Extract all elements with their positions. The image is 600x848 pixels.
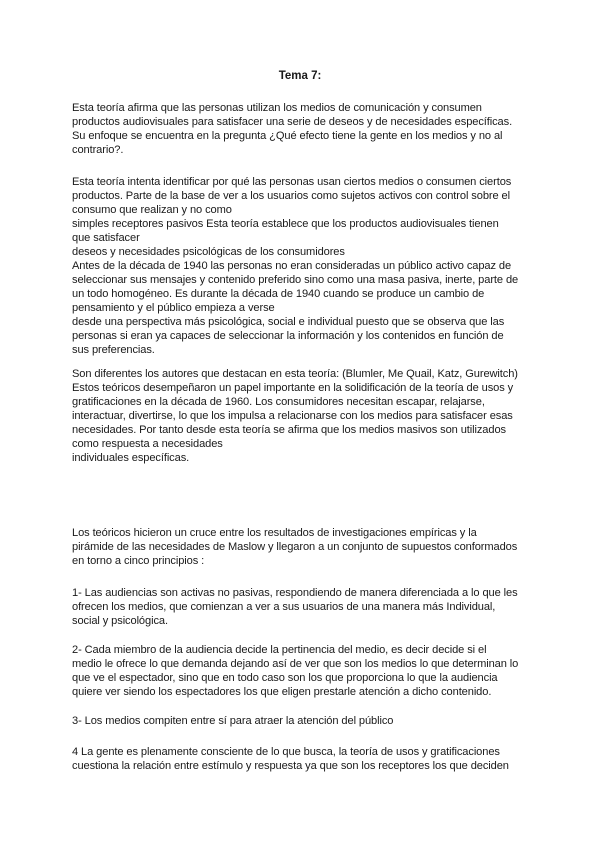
text-line: que ve el espectador, sino que en todo caso son los que proporciona lo que la audiencia bbox=[72, 672, 498, 684]
text-line: consumo que realizan y no como bbox=[72, 204, 232, 216]
text-line: Su enfoque se encuentra en la pregunta ¿Qué efecto tiene la gente en los medios y no al bbox=[72, 130, 503, 142]
paragraph-authors bbox=[72, 367, 532, 465]
text-line: interactuar, divertirse, lo que los impulsa a relacionarse con los medios para satisfacer esas bbox=[72, 410, 513, 422]
paragraph-principles-intro bbox=[72, 526, 532, 568]
text-line: productos audiovisuales para satisfacer una serie de deseos y de necesidades específicas. bbox=[72, 116, 513, 128]
text-line: medio le ofrece lo que demanda dejando así de ver que son los medios lo que determinan lo bbox=[72, 658, 519, 670]
text-line: como respuesta a necesidades bbox=[72, 438, 223, 450]
text-line: 2- Cada miembro de la audiencia decide la pertinencia del medio, es decir decide si el bbox=[72, 644, 487, 656]
paragraph-principle-3 bbox=[72, 714, 532, 728]
text-line: social y psicológica. bbox=[72, 615, 168, 627]
text-line: necesidades. Por tanto desde esta teoría se afirma que los medios masivos son utilizados bbox=[72, 424, 506, 436]
text-line: desde una perspectiva más psicológica, social e individual puesto que se observa que las bbox=[72, 316, 505, 328]
text-line: cuestiona la relación entre estímulo y respuesta ya que son los receptores los que deciden bbox=[72, 760, 509, 772]
paragraph-principle-4 bbox=[72, 745, 532, 773]
text-line: gratificaciones en la década de 1960. Los consumidores necesitan escapar, relajarse, bbox=[72, 396, 485, 408]
text-line: Esta teoría afirma que las personas utilizan los medios de comunicación y consumen bbox=[72, 102, 482, 114]
text-line: contrario?. bbox=[72, 144, 124, 156]
text-line: productos. Parte de la base de ver a los usuarios como sujetos activos con control sobre el bbox=[72, 190, 510, 202]
text-line: pirámide de las necesidades de Maslow y llegaron a un conjunto de supuestos conformados bbox=[72, 541, 518, 553]
text-line: Antes de la década de 1940 las personas no eran consideradas un público activo capaz de bbox=[72, 260, 512, 272]
text-line: Son diferentes los autores que destacan en esta teoría: (Blumler, Me Quail, Katz, Gurewitch) bbox=[72, 368, 518, 380]
text-line: que satisfacer bbox=[72, 232, 140, 244]
text-line: Los teóricos hicieron un cruce entre los resultados de investigaciones empíricas y la bbox=[72, 527, 477, 539]
text-line: quiere ver siendo los espectadores los que eligen prestarle atención a dicho contenido. bbox=[72, 686, 492, 698]
text-line: sus preferencias. bbox=[72, 344, 155, 356]
text-line: deseos y necesidades psicológicas de los consumidores bbox=[72, 246, 345, 258]
text-line: personas si eran ya capaces de seleccionar la información y los contenidos en función de bbox=[72, 330, 504, 342]
text-line: 3- Los medios compiten entre sí para atraer la atención del público bbox=[72, 715, 394, 727]
text-line: Esta teoría intenta identificar por qué las personas usan ciertos medios o consumen ciertos bbox=[72, 176, 512, 188]
paragraph-principle-2 bbox=[72, 643, 532, 699]
text-line: un todo homogéneo. Es durante la década de 1940 cuando se produce un cambio de bbox=[72, 288, 485, 300]
paragraph-theory-purpose bbox=[72, 175, 532, 357]
text-line: seleccionar sus mensajes y contenido preferido sino como una masa pasiva, inerte, parte de bbox=[72, 274, 519, 286]
page-title: Tema 7: bbox=[278, 70, 322, 82]
paragraph-intro bbox=[72, 101, 532, 157]
text-line: individuales específicas. bbox=[72, 452, 190, 464]
text-line: ofrecen los medios, que comienzan a ver a sus usuarios de una manera más Individual, bbox=[72, 601, 496, 613]
text-line: en torno a cinco principios : bbox=[72, 555, 205, 567]
text-line: pensamiento y el público empieza a verse bbox=[72, 302, 275, 314]
paragraph-principle-1 bbox=[72, 586, 532, 628]
text-line: 1- Las audiencias son activas no pasivas, respondiendo de manera diferenciada a lo que les bbox=[72, 587, 518, 599]
text-line: 4 La gente es plenamente consciente de lo que busca, la teoría de usos y gratificaciones bbox=[72, 746, 500, 758]
text-line: simples receptores pasivos Esta teoría establece que los productos audiovisuales tienen bbox=[72, 218, 499, 230]
text-line: Estos teóricos desempeñaron un papel importante en la solidificación de la teoría de usos y bbox=[72, 382, 514, 394]
